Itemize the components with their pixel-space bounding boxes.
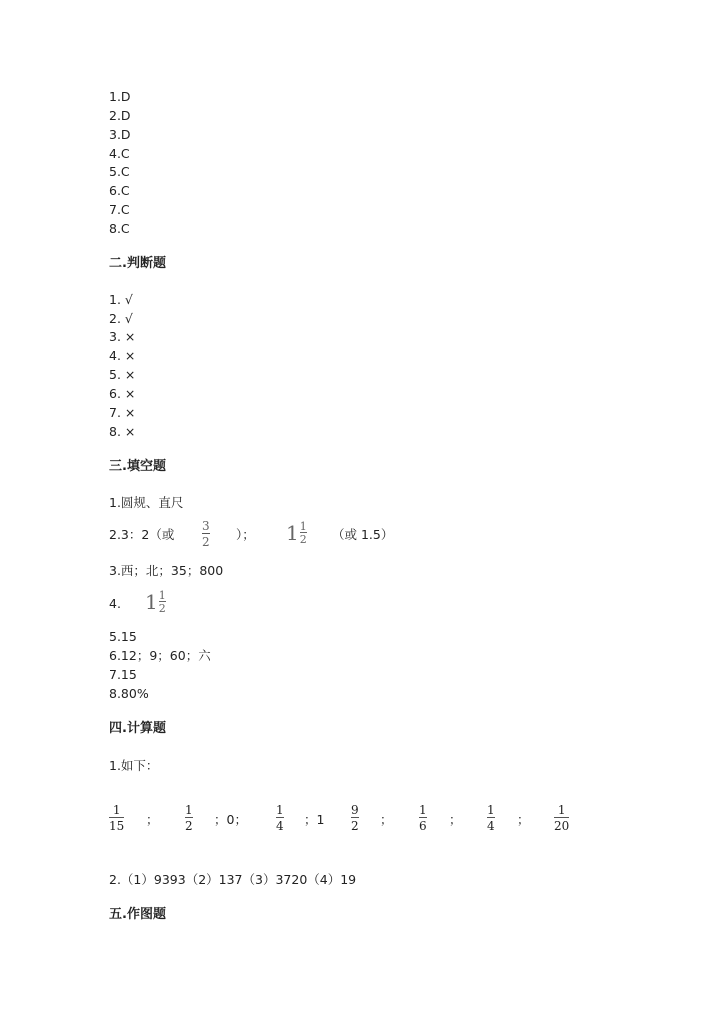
answer-item: 2.（1）9393（2）137（3）3720（4）19 bbox=[109, 872, 357, 887]
answer-item: 1.如下： bbox=[109, 758, 159, 773]
answer-separator: ； bbox=[380, 812, 393, 827]
fraction bbox=[350, 804, 360, 832]
answer-separator: ）； bbox=[236, 527, 255, 542]
answer-item: 1.D bbox=[109, 89, 131, 104]
fraction-numerator: 1 bbox=[158, 589, 166, 602]
fraction bbox=[418, 804, 428, 832]
answer-separator: ； bbox=[449, 812, 462, 827]
fraction-denominator: 6 bbox=[419, 819, 427, 833]
answer-item: 3. × bbox=[109, 329, 136, 344]
answer-item: 8.C bbox=[109, 221, 130, 236]
fraction-denominator: 2 bbox=[299, 533, 307, 546]
fraction-denominator: 2 bbox=[202, 535, 210, 549]
answer-item: 2. √ bbox=[109, 311, 133, 326]
fraction-numerator: 1 bbox=[557, 803, 566, 817]
answer-item: 3.D bbox=[109, 127, 131, 142]
answer-item-prefix: 4. bbox=[109, 596, 121, 611]
fraction-denominator: 4 bbox=[276, 819, 284, 833]
mixed-fraction bbox=[300, 521, 307, 545]
answer-item: 5.C bbox=[109, 164, 130, 179]
fraction-numerator: 1 bbox=[299, 520, 307, 533]
answer-item: 4.C bbox=[109, 146, 130, 161]
fraction-numerator: 9 bbox=[351, 803, 359, 817]
fraction bbox=[554, 804, 569, 832]
fraction-denominator: 4 bbox=[487, 819, 495, 833]
answer-separator: ； bbox=[146, 812, 159, 827]
answer-item: 8.80% bbox=[109, 686, 149, 701]
mixed-whole: 1 bbox=[145, 590, 158, 614]
section-heading: 五.作图题 bbox=[109, 907, 166, 922]
fraction bbox=[184, 804, 194, 832]
fraction-numerator: 1 bbox=[419, 803, 427, 817]
answer-item-prefix: 2.3：2（或 bbox=[109, 527, 175, 542]
mixed-whole: 1 bbox=[286, 521, 299, 545]
answer-item: 6.12；9；60；六 bbox=[109, 648, 211, 663]
answer-separator: ；0； bbox=[214, 812, 247, 827]
answer-separator: ； bbox=[517, 812, 530, 827]
fraction-numerator: 1 bbox=[185, 803, 193, 817]
answer-item: 6.C bbox=[109, 183, 130, 198]
fraction-denominator: 2 bbox=[158, 602, 166, 615]
fraction-denominator: 2 bbox=[185, 819, 193, 833]
fraction-denominator: 2 bbox=[351, 819, 359, 833]
fraction-numerator: 3 bbox=[202, 519, 210, 533]
answer-item: 5. × bbox=[109, 367, 136, 382]
fraction bbox=[109, 804, 124, 832]
section-heading: 三.填空题 bbox=[109, 459, 166, 474]
fraction-numerator: 1 bbox=[112, 803, 121, 817]
answer-item: 1.圆规、直尺 bbox=[109, 495, 184, 510]
answer-item: 6. × bbox=[109, 386, 136, 401]
fraction-numerator: 1 bbox=[276, 803, 284, 817]
fraction-denominator: 15 bbox=[109, 819, 125, 833]
answer-item: 4. × bbox=[109, 348, 136, 363]
fraction-numerator: 1 bbox=[487, 803, 495, 817]
fraction bbox=[486, 804, 496, 832]
fraction bbox=[201, 520, 211, 548]
answer-separator: ；1 bbox=[304, 812, 325, 827]
fraction bbox=[275, 804, 285, 832]
answer-item: 8. × bbox=[109, 424, 136, 439]
answer-item: 1. √ bbox=[109, 292, 133, 307]
answer-item: 7.C bbox=[109, 202, 130, 217]
answer-item: 7.15 bbox=[109, 667, 137, 682]
answer-suffix: （或 1.5） bbox=[332, 527, 394, 542]
answer-item: 3.西；北；35；800 bbox=[109, 563, 224, 578]
mixed-number bbox=[145, 590, 166, 614]
answer-item: 2.D bbox=[109, 108, 131, 123]
mixed-fraction bbox=[159, 590, 166, 614]
answer-item: 5.15 bbox=[109, 629, 137, 644]
section-heading: 四.计算题 bbox=[109, 721, 166, 736]
section-heading: 二.判断题 bbox=[109, 256, 166, 271]
fraction-denominator: 20 bbox=[554, 819, 570, 833]
mixed-number bbox=[286, 521, 307, 545]
answer-item: 7. × bbox=[109, 405, 136, 420]
